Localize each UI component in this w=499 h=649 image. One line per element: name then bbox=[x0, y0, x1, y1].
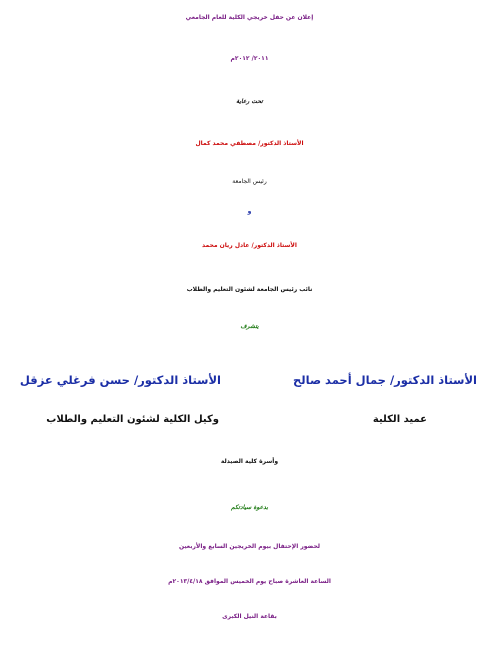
academic-year: ٢٠١١/ ٢٠١٢م bbox=[230, 55, 269, 62]
vice-dean-title: وكيل الكلية لشئون التعليم والطلاب bbox=[46, 414, 219, 425]
invitation-heading: بدعوة سيادتكم bbox=[230, 504, 269, 511]
university-president-title: رئيس الجامعة bbox=[232, 178, 267, 185]
event-datetime: الساعة العاشرة صباح يوم الخميس الموافق ٢٠١٣/٤/١٨م bbox=[168, 578, 331, 585]
event-description: لحضور الإحتفال بيوم الخريجين السابع والأربعين bbox=[178, 543, 321, 550]
university-president-name: الأستاذ الدكتور/ مصطفي محمد كمال bbox=[195, 140, 304, 147]
honored-heading: يتشرف bbox=[240, 323, 259, 330]
announcement-title: إعلان عن حفل خريجي الكلية للعام الجامعي bbox=[185, 14, 314, 21]
vice-dean-name: الأستاذ الدكتور/ حسن فرغلي عزقل bbox=[19, 373, 221, 387]
event-venue: بقاعة النيل الكبرى bbox=[222, 613, 277, 620]
faculty-family: وأسرة كلية الصيدلة bbox=[220, 458, 279, 465]
patronage-heading: تحت رعاية bbox=[236, 98, 263, 105]
vice-president-title: نائب رئيس الجامعة لشئون التعليم والطلاب bbox=[186, 286, 313, 293]
dean-name: الأستاذ الدكتور/ جمال أحمد صالح bbox=[293, 373, 477, 387]
dean-title: عميد الكلية bbox=[372, 414, 427, 425]
vice-president-name: الأستاذ الدكتور/ عادل ريان محمد bbox=[202, 242, 297, 249]
conjunction-and: و bbox=[247, 208, 252, 215]
